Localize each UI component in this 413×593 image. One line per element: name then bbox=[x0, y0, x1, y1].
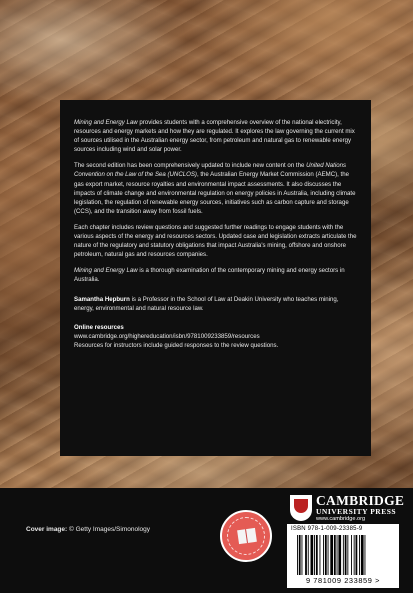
online-resources-heading: Online resources bbox=[74, 323, 124, 331]
book-title-italic: Mining and Energy Law bbox=[74, 267, 138, 275]
credit-label: Cover image: bbox=[26, 526, 68, 533]
unclos-italic: United Nations Convention on the Law of the Sea (UNCLOS) bbox=[74, 162, 347, 179]
publisher-subname: UNIVERSITY PRESS bbox=[316, 507, 397, 516]
publisher-website: www.cambridge.org bbox=[316, 516, 366, 522]
online-resources-description: Resources for instructors include guided responses to the review questions. bbox=[74, 341, 279, 349]
author-name: Samantha Hepburn bbox=[74, 295, 130, 303]
book-title-italic: Mining and Energy Law bbox=[74, 119, 138, 126]
barcode-icon bbox=[297, 535, 389, 575]
author-bio-text: is a Professor in the School of Law at Deakin University who teaches mining, energy, environmental and natural resource law. bbox=[74, 295, 339, 312]
cambridge-crest-icon bbox=[290, 495, 312, 521]
book-icon bbox=[237, 528, 257, 544]
blurb-text: provides students with a comprehensive overview of the national electricity, resources and energy markets and how they are regulated. It explores the law governing the current mix of sources utilised in the Australian energy sector, from petroleum and natural gas to renewable energy sources including wind and solar power. bbox=[74, 119, 355, 154]
blurb-text: is a thorough examination of the contemporary mining and energy sectors in Australia. bbox=[74, 267, 345, 284]
online-resources-url[interactable]: www.cambridge.org/highereducation/isbn/9781009233859/resources bbox=[74, 332, 260, 340]
credit-text: © Getty Images/Simonology bbox=[67, 526, 151, 533]
online-resources bbox=[74, 323, 357, 350]
cover-image-credit bbox=[26, 526, 150, 533]
sustainability-badge-icon bbox=[220, 510, 272, 562]
blurb-paragraph-4 bbox=[74, 266, 357, 284]
blurb-text: , the Australian Energy Market Commission (AEMC), the gas export market, resource royalties and environmental impact assessments. It also discusses the impacts of climate change and environmental regulation on energy policies in Australia, including climate legislation, the regulation of renewable energy sources, initiatives such as carbon capture and storage (CCS), and the transition away from fossil fuels. bbox=[74, 171, 356, 215]
isbn-digits: 9 781009 233859 > bbox=[305, 576, 381, 585]
isbn-label: ISBN 978-1-009-23385-9 bbox=[291, 526, 363, 532]
blurb-paragraph-1 bbox=[74, 118, 357, 154]
blurb-text: The second edition has been comprehensively updated to include new content on the bbox=[74, 162, 307, 170]
author-bio bbox=[74, 295, 357, 313]
blurb-panel bbox=[60, 100, 371, 456]
publisher-name: CAMBRIDGE bbox=[316, 493, 405, 508]
blurb-paragraph-2 bbox=[74, 161, 357, 216]
blurb-paragraph-3: Each chapter includes review questions and suggested further readings to engage students with the various aspects of the energy and resources sectors. Updated case and legislation extracts articulate the nature of the regulatory and statutory obligations that impact Australia's mining, offshore and onshore petroleum, natural gas and resources companies. bbox=[74, 223, 357, 259]
isbn-barcode bbox=[287, 524, 399, 588]
bottom-band bbox=[0, 488, 413, 593]
